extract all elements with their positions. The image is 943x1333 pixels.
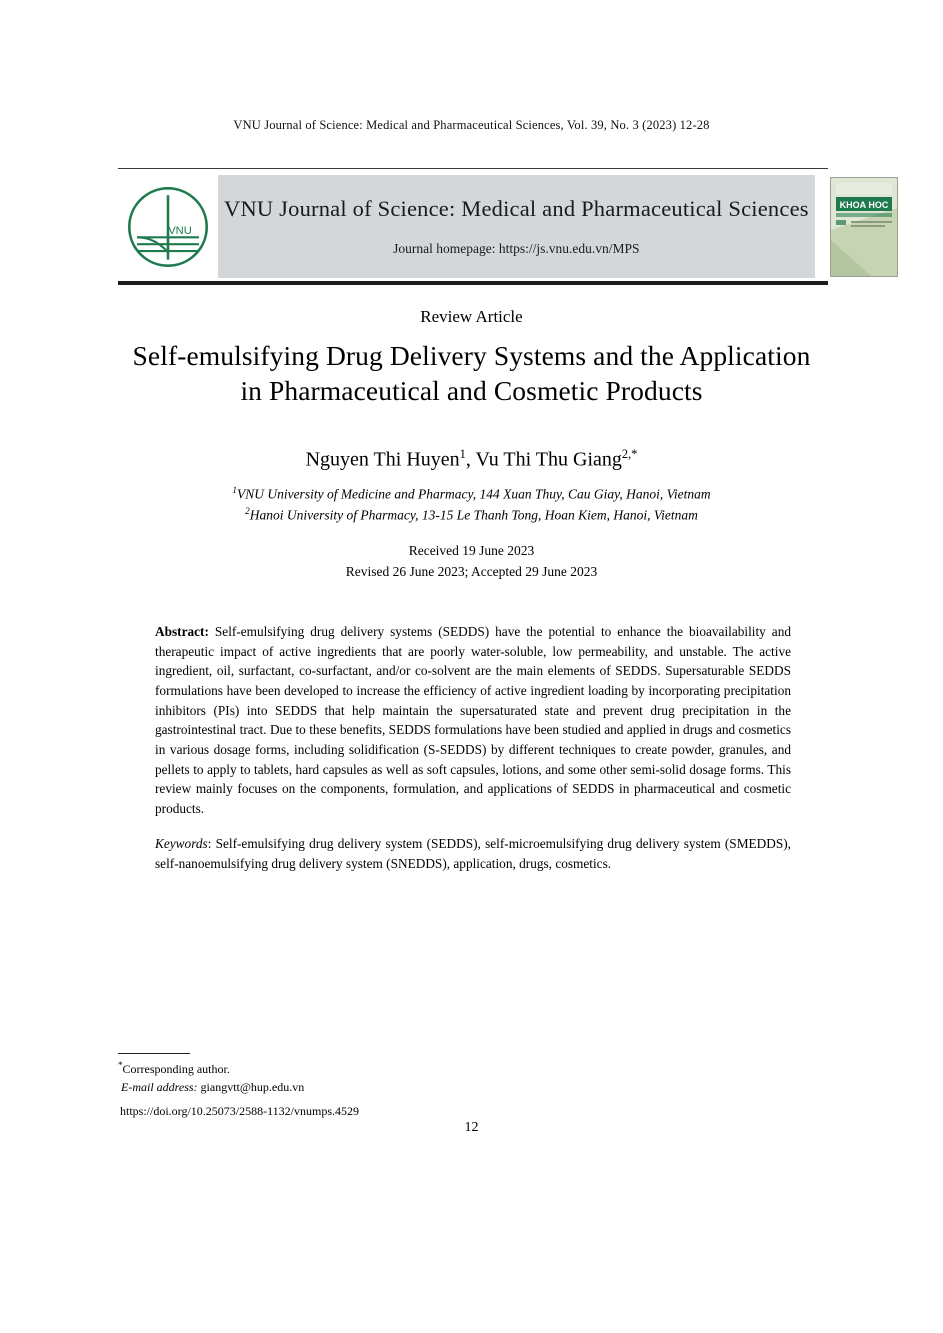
masthead-body [118, 175, 889, 278]
journal-homepage-link[interactable]: Journal homepage: https://js.vnu.edu.vn/MPS [393, 241, 640, 256]
affiliation-sup-1: 1 [232, 485, 237, 495]
date-received: Received 19 June 2023 [408, 543, 535, 558]
footnote-block [118, 1059, 618, 1096]
article-dates [0, 541, 943, 582]
email-line [118, 1078, 618, 1096]
page-title [100, 338, 843, 408]
keywords-body: : Self-emulsifying drug delivery system (SEDDS), self-microemulsifying drug delivery system (SMEDDS), self-nanoemulsifying drug delivery system (SNEDDS), application, drugs, cosmetics. [155, 836, 791, 871]
abstract-body: Self-emulsifying drug delivery systems (SEDDS) have the potential to enhance the bioavailability and therapeutic impact of active ingredients that are poorly water-soluble, low permeability, and unstable. The active ingredient, oil, surfactant, co-surfactant, and/or co-solvent are the main elements of SEDDS. Supersaturable SEDDS formulations have been developed to increase the efficiency of active ingredient loading by incorporating precipitation inhibitors (PIs) into SEDDS that help maintain the supersaturated state and prevent drug precipitation in the gastrointestinal tract. Due to these benefits, SEDDS formulations have been studied and applied in drugs and cosmetics in various dosage forms, including solidification (S-SEDDS) by different techniques to create powder, granules, and pellets to apply to tablets, hard capsules as well as soft capsules, lotions, and some other semi-solid dosage forms. This review mainly focuses on the components, formulation, and applications of SEDDS in pharmaceutical and cosmetic products. [155, 624, 791, 817]
corresponding-author-line [118, 1059, 618, 1078]
journal-masthead [118, 168, 889, 285]
vnu-logo-text: VNU [168, 224, 192, 237]
author-list [0, 447, 943, 472]
corresponding-marker: * [118, 1060, 123, 1070]
page-number: 12 [464, 1120, 479, 1135]
cover-title-text: KHOA HOC [839, 199, 889, 210]
affiliation-text-2: Hanoi University of Pharmacy, 13-15 Le Thanh Tong, Hoan Kiem, Hanoi, Vietnam [249, 507, 698, 523]
affiliation-sup-2: 2 [245, 506, 250, 517]
vnu-logo-cell [118, 175, 218, 278]
article-type-kicker: Review Article [420, 307, 523, 326]
affiliation-text-1: VNU University of Medicine and Pharmacy, 144 Xuan Thuy, Cau Giay, Hanoi, Vietnam [236, 486, 711, 502]
corresponding-author-label: Corresponding author. [122, 1062, 230, 1076]
journal-cover-cell [829, 175, 899, 278]
author-sup-1: 1 [459, 447, 466, 461]
affiliation-1 [0, 484, 943, 505]
masthead-top-rule [118, 168, 828, 169]
abstract-block [155, 622, 791, 819]
journal-banner [218, 175, 815, 278]
affiliation-2 [0, 505, 943, 526]
footnote-rule [118, 1053, 190, 1054]
author-sup-2: 2,* [621, 447, 638, 461]
doi-link[interactable]: https://doi.org/10.25073/2588-1132/vnumps.4529 [120, 1104, 360, 1118]
abstract-label: Abstract: [155, 624, 209, 639]
masthead-bottom-rule [118, 281, 828, 285]
author-separator: , [465, 448, 476, 471]
email-value[interactable]: giangvtt@hup.edu.vn [200, 1080, 305, 1094]
keywords-block [155, 834, 791, 873]
keywords-label: Keywords [155, 836, 208, 851]
journal-banner-title: VNU Journal of Science: Medical and Pharmaceutical Sciences [224, 196, 809, 221]
running-head: VNU Journal of Science: Medical and Pharmaceutical Sciences, Vol. 39, No. 3 (2023) 12-28 [233, 118, 710, 132]
title-line-2: in Pharmaceutical and Cosmetic Products [240, 375, 703, 407]
author-name-2: Vu Thi Thu Giang [475, 448, 622, 471]
vnu-circle-logo-icon [125, 184, 211, 270]
affiliation-list [0, 484, 943, 526]
author-name-1: Nguyen Thi Huyen [305, 448, 460, 471]
email-label: E-mail address: [121, 1080, 198, 1094]
title-line-1: Self-emulsifying Drug Delivery Systems and the Application [132, 340, 811, 371]
date-revised-accepted: Revised 26 June 2023; Accepted 29 June 2023 [345, 563, 598, 579]
journal-cover-thumbnail-icon [830, 177, 898, 277]
